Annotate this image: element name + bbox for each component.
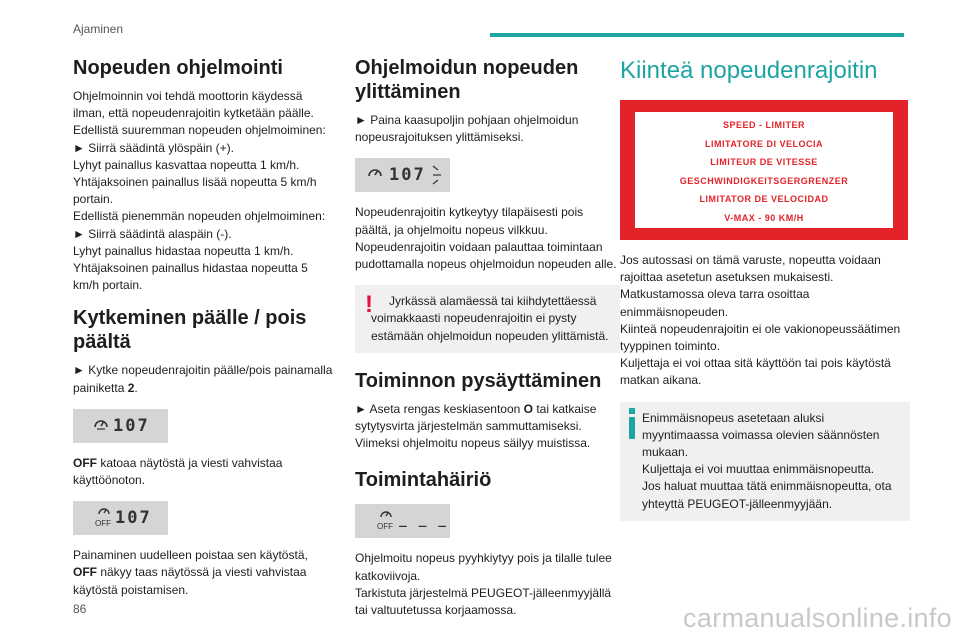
cluster-display-image xyxy=(355,504,450,538)
info-note xyxy=(620,402,910,521)
paragraph: Yhtäjaksoinen painallus hidastaa nopeutta 5 km/h portain. xyxy=(73,261,308,293)
sticker-text-line: V-MAX - 90 KM/H xyxy=(724,212,804,223)
heading-speed-programming: Nopeuden ohjelmointi xyxy=(73,57,283,79)
instruction-step xyxy=(355,401,620,435)
info-text: Kuljettaja ei voi muuttaa enimmäisnopeutta. xyxy=(642,462,875,477)
text: näkyy taas näytössä ja viesti vahvistaa käytöstä poistamisen. xyxy=(73,565,307,597)
header-accent-bar xyxy=(490,33,904,37)
sticker-text-line: LIMITATORE DI VELOCIA xyxy=(705,138,823,149)
paragraph: Nopeudenrajoitin voidaan palauttaa toimintaan pudottamalla nopeus ohjelmoidun nopeuden alle. xyxy=(355,239,617,272)
page-number: 86 xyxy=(73,602,87,616)
paragraph: Matkustamossa oleva tarra osoittaa enimmäisnopeuden. xyxy=(620,287,810,319)
column-3 xyxy=(620,56,910,521)
instruction-step: ► Siirrä säädintä ylöspäin (+). xyxy=(73,140,234,155)
heading-on-off: Kytkeminen päälle / pois päältä xyxy=(73,307,307,354)
cluster-display-image xyxy=(73,409,168,443)
dashed-speed-readout: _ _ _ xyxy=(399,513,449,529)
warning-note xyxy=(355,285,620,353)
paragraph: Edellistä suuremman nopeuden ohjelmoiminen: xyxy=(73,123,326,138)
warning-text: Jyrkässä alamäessä tai kiihdytettäessä voimakkaasti nopeudenrajoitin ei pysty estämään ohjelmoidun nopeuden ylittämistä. xyxy=(371,294,609,343)
column-1 xyxy=(73,56,335,599)
paragraph: Edellistä pienemmän nopeuden ohjelmoiminen: xyxy=(73,209,326,224)
watermark: carmanualsonline.info xyxy=(683,603,952,633)
speed-readout: 107 xyxy=(115,508,152,529)
speed-limiter-icon xyxy=(93,416,109,430)
cluster-display-image xyxy=(355,158,450,192)
info-text: Enimmäisnopeus asetetaan aluksi myyntimaassa voimassa olevien säännösten mukaan. xyxy=(642,410,880,460)
info-text: Jos haluat muuttaa tätä enimmäisnopeutta, ota yhteyttä PEUGEOT-jälleenmyyjään. xyxy=(642,479,892,511)
speed-limiter-icon xyxy=(367,165,383,179)
ring-position-label: O xyxy=(523,401,533,416)
paragraph: Tarkistuta järjestelmä PEUGEOT-jälleenmyyjällä tai valtuutetussa korjaamossa. xyxy=(355,585,612,618)
speed-limiter-icon xyxy=(97,505,111,517)
speed-readout: 107 xyxy=(113,415,150,436)
paragraph xyxy=(73,564,335,598)
paragraph: Jos autossasi on tämä varuste, nopeutta voidaan rajoittaa asetetun asetuksen mukaisesti. xyxy=(620,253,881,285)
sticker-text-line: GESCHWINDIGKEITSGERGRENZER xyxy=(679,175,849,186)
sticker-panel xyxy=(635,112,893,228)
text: . xyxy=(134,380,138,395)
sticker-text-line: LIMITATOR DE VELOCIDAD xyxy=(699,194,829,204)
button-number: 2 xyxy=(127,380,135,395)
text: tai katkaise sytytysvirta järjestelmän sammuttamiseksi. xyxy=(355,401,597,434)
sticker-text-line: SPEED - LIMITER xyxy=(722,120,805,130)
speed-limiter-icon xyxy=(379,508,393,520)
paragraph: Lyhyt painallus kasvattaa nopeutta 1 km/h. xyxy=(73,157,300,172)
text: ► Aseta rengas keskiasentoon xyxy=(355,401,524,416)
paragraph: Lyhyt painallus hidastaa nopeutta 1 km/h. xyxy=(73,243,294,258)
heading-malfunction: Toimintahäiriö xyxy=(355,469,492,492)
paragraph: Ohjelmoinnin voi tehdä moottorin käydessä ilman, että nopeudenrajoitin kytketään päälle. xyxy=(73,89,314,121)
flash-rays-icon xyxy=(429,162,447,188)
off-label: OFF xyxy=(73,565,97,580)
paragraph: Kiinteä nopeudenrajoitin ei ole vakionopeussäätimen tyyppinen toiminto. xyxy=(620,321,901,354)
sticker-text-lines xyxy=(637,116,891,227)
paragraph: Nopeudenrajoitin kytkeytyy tilapäisesti pois päältä, ja ohjelmoitu nopeus vilkkuu. xyxy=(355,205,584,237)
off-indicator: OFF xyxy=(95,519,111,529)
sticker-text-line: LIMITEUR DE VITESSE xyxy=(710,157,818,167)
text: ► Kytke nopeudenrajoitin päälle/pois painamalla painiketta xyxy=(73,363,333,395)
header-section-label: Ajaminen xyxy=(73,22,124,36)
paragraph: Yhtäjaksoinen painallus lisää nopeutta 5 km/h portain. xyxy=(73,175,317,207)
info-icon xyxy=(628,408,636,440)
paragraph xyxy=(73,455,335,489)
column-2 xyxy=(355,56,620,619)
instruction-step: ► Siirrä säädintä alaspäin (-). xyxy=(73,226,232,241)
off-label: OFF xyxy=(73,455,97,470)
paragraph: Viimeksi ohjelmoitu nopeus säilyy muistissa. xyxy=(355,436,591,451)
heading-stopping-function: Toiminnon pysäyttäminen xyxy=(355,369,602,392)
paragraph: Painaminen uudelleen poistaa sen käytöstä, xyxy=(73,548,308,563)
speed-readout-flashing: 107 xyxy=(389,165,426,186)
off-indicator: OFF xyxy=(377,522,393,532)
paragraph: Kuljettaja ei voi ottaa sitä käyttöön tai pois käytöstä matkan aikana. xyxy=(620,356,891,388)
heading-fixed-speed-limiter: Kiinteä nopeudenrajoitin xyxy=(620,57,878,84)
instruction-step: ► Paina kaasupoljin pohjaan ohjelmoidun nopeusrajoituksen ylittämiseksi. xyxy=(355,113,579,145)
cluster-display-image xyxy=(73,501,168,535)
heading-exceeding-speed: Ohjelmoidun nopeuden ylittäminen xyxy=(355,57,579,103)
text: katoaa näytöstä ja viesti vahvistaa käyttöönoton. xyxy=(73,455,283,488)
warning-exclamation-icon: ! xyxy=(365,291,373,319)
instruction-step xyxy=(73,362,335,396)
speed-limiter-sticker-image xyxy=(620,100,908,240)
paragraph: Ohjelmoitu nopeus pyyhkiytyy pois ja tilalle tulee katkoviivoja. xyxy=(355,551,612,583)
